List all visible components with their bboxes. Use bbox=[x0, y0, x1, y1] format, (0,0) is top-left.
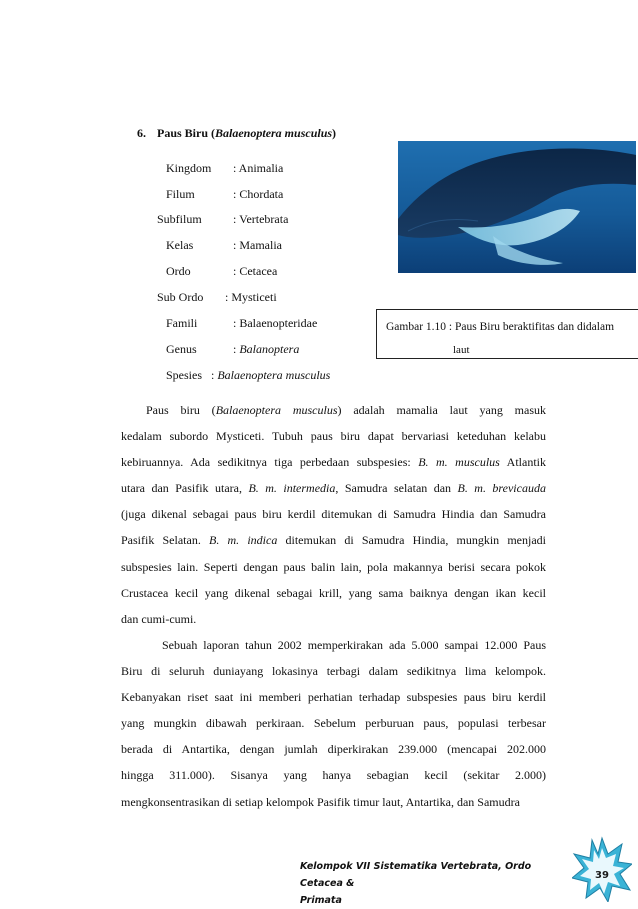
paragraph-line bbox=[121, 762, 546, 788]
paragraph-line bbox=[121, 423, 546, 449]
taxonomy-value-text: : bbox=[211, 368, 218, 382]
text-run: Sebuah laporan tahun 2002 memperkirakan ada 5.000 sampai 12.000 Paus bbox=[162, 638, 546, 652]
taxonomy-value bbox=[233, 238, 282, 253]
footer-line2: Primata bbox=[300, 895, 342, 906]
paragraph-line bbox=[121, 606, 546, 632]
text-run: kedalam subordo Mysticeti. Tubuh paus biru dapat bervariasi keteduhan kelabu bbox=[121, 429, 546, 444]
taxonomy-value bbox=[233, 161, 283, 176]
paragraph-line bbox=[121, 580, 546, 606]
taxonomy-label: Subfilum bbox=[157, 212, 202, 226]
paragraph-line bbox=[121, 658, 546, 684]
paragraph-line bbox=[121, 449, 546, 475]
italic-term: B. m. indica bbox=[209, 533, 278, 548]
text-run: Crustacea kecil yang dikenal sebagai krill, yang sama baiknya dengan ikan kecil bbox=[121, 585, 546, 600]
page-number: 39 bbox=[595, 870, 609, 881]
text-run: , Samudra selatan dan bbox=[335, 481, 458, 496]
taxonomy-label: Famili bbox=[166, 316, 198, 330]
taxonomy-label: Sub Ordo bbox=[157, 290, 204, 304]
section-scientific-name: Balaenoptera musculus bbox=[215, 126, 333, 140]
taxonomy-label: Spesies bbox=[166, 368, 202, 382]
paragraph-line bbox=[121, 527, 546, 553]
italic-term: B. m. musculus bbox=[418, 455, 500, 470]
text-run: hingga 311.000). Sisanya yang hanya sebagian kecil (sekitar 2.000) bbox=[121, 768, 546, 783]
paragraph-line bbox=[121, 710, 546, 736]
section-number: 6. bbox=[137, 126, 146, 140]
taxonomy-value bbox=[233, 316, 317, 331]
text-run: ditemukan di Samudra Hindia, mungkin menjadi bbox=[277, 533, 546, 548]
italic-term: B. m. intermedia bbox=[248, 481, 336, 496]
taxonomy-value bbox=[233, 187, 283, 202]
text-run: subspesies lain. Seperti dengan paus balin lain, pola makannya berisi secara pokok bbox=[121, 559, 546, 574]
page-footer bbox=[300, 858, 555, 909]
figure-caption-line1: Gambar 1.10 : Paus Biru beraktifitas dan didalam bbox=[386, 321, 615, 333]
section-heading: 6. Paus Biru (Balaenoptera musculus) bbox=[137, 126, 337, 140]
figure-caption-line2: laut bbox=[453, 344, 470, 356]
footer-line1: Kelompok VII Sistematika Vertebrata, Ordo Cetacea & bbox=[300, 861, 532, 889]
taxonomy-label: Genus bbox=[166, 342, 197, 356]
taxonomy-value-text: : Chordata bbox=[233, 187, 284, 201]
paragraph-line bbox=[121, 501, 546, 527]
taxonomy-value bbox=[233, 264, 277, 279]
paragraph-line bbox=[121, 736, 546, 762]
text-run: yang mungkin dibawah perkiraan. Sebelum perburuan paus, populasi terbesar bbox=[121, 716, 546, 731]
text-run: Pasifik Selatan. bbox=[121, 533, 209, 548]
taxonomy-value-text: : Cetacea bbox=[233, 264, 278, 278]
figure-caption bbox=[376, 309, 638, 359]
taxonomy-label: Ordo bbox=[166, 264, 191, 278]
paragraph-line bbox=[121, 632, 546, 658]
paragraph-line bbox=[121, 684, 546, 710]
text-run: mengkonsentrasikan di setiap kelompok Pasifik timur laut, Antartika, dan Samudra bbox=[121, 794, 520, 809]
text-run: utara dan Pasifik utara, bbox=[121, 481, 249, 496]
taxonomy-value-text: : Vertebrata bbox=[233, 212, 289, 226]
text-run: ) adalah mamalia laut yang masuk bbox=[337, 403, 546, 417]
text-run: Kebanyakan riset saat ini memberi perhatian terhadap subspesies paus biru kerdil bbox=[121, 690, 546, 705]
paragraph-1 bbox=[121, 397, 546, 632]
text-run: Atlantik bbox=[499, 455, 546, 470]
taxonomy-value-text: : bbox=[233, 342, 240, 356]
page-number-badge bbox=[572, 836, 632, 902]
text-run: kebiruannya. Ada sedikitnya tiga perbedaan subspesies: bbox=[121, 455, 419, 470]
text-run: dan cumi-cumi. bbox=[121, 611, 197, 626]
whale-photo bbox=[398, 141, 636, 273]
taxonomy-value-italic: Balaenoptera musculus bbox=[217, 368, 331, 382]
italic-term: B. m. brevicauda bbox=[457, 481, 546, 496]
taxonomy-value bbox=[211, 368, 330, 383]
paragraph-2 bbox=[121, 632, 546, 815]
text-run: (juga dikenal sebagai paus biru kerdil ditemukan di Samudra Hindia dan Samudra bbox=[121, 507, 546, 522]
taxonomy-value-italic: Balanoptera bbox=[239, 342, 300, 356]
taxonomy-value-text: : Mamalia bbox=[233, 238, 282, 252]
taxonomy-value bbox=[233, 212, 288, 227]
paragraph-line bbox=[121, 554, 546, 580]
text-run: Paus biru ( bbox=[146, 403, 216, 417]
text-run: berada di Antartika, dengan jumlah diperkirakan 239.000 (mencapai 202.000 bbox=[121, 742, 546, 757]
taxonomy-value-text: : Balaenopteridae bbox=[233, 316, 318, 330]
taxonomy-label: Kelas bbox=[166, 238, 194, 252]
text-run: Biru di seluruh duniayang lokasinya terbagi dalam sedikitnya lima kelompok. bbox=[121, 664, 546, 679]
paragraph-line bbox=[121, 475, 546, 501]
taxonomy-value-text: : Animalia bbox=[233, 161, 284, 175]
starburst-icon bbox=[572, 836, 632, 902]
taxonomy-label: Filum bbox=[166, 187, 195, 201]
paragraph-line bbox=[121, 397, 546, 423]
taxonomy-value bbox=[225, 290, 277, 305]
taxonomy-value-text: : Mysticeti bbox=[225, 290, 277, 304]
taxonomy-value bbox=[233, 342, 299, 357]
italic-term: Balaenoptera musculus bbox=[215, 403, 338, 417]
section-title: Paus Biru bbox=[157, 126, 209, 140]
paragraph-line bbox=[121, 789, 546, 815]
taxonomy-label: Kingdom bbox=[166, 161, 212, 175]
